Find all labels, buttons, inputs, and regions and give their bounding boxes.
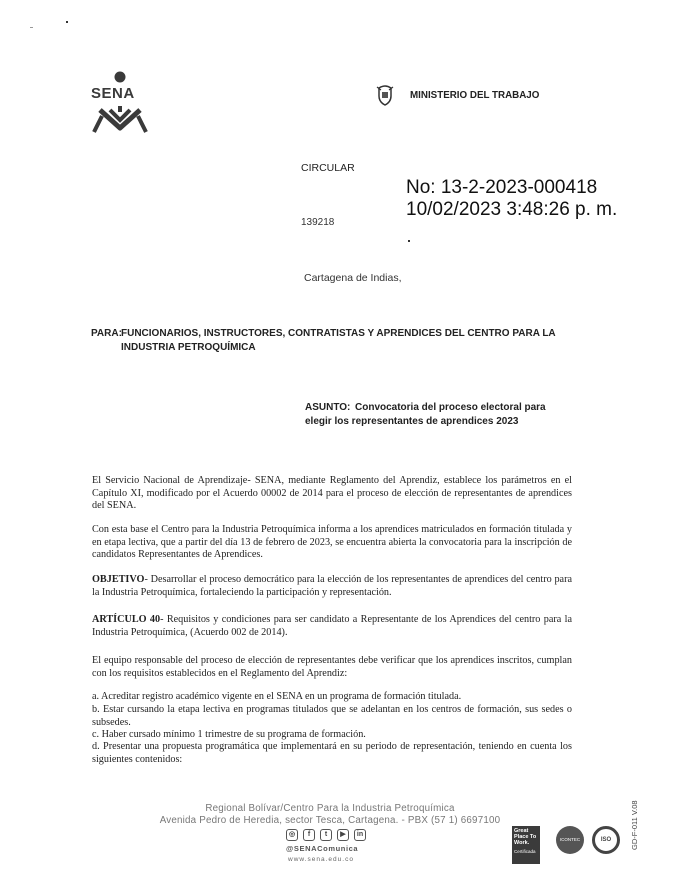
asunto-line-2: elegir los representantes de aprendices 2023 bbox=[305, 416, 519, 427]
doc-place: Cartagena de Indias, bbox=[304, 272, 402, 284]
iso-badge bbox=[592, 826, 620, 854]
instagram-icon[interactable]: ◎ bbox=[286, 829, 298, 841]
doc-code: 139218 bbox=[301, 217, 335, 228]
youtube-icon[interactable]: ▶ bbox=[337, 829, 349, 841]
linkedin-icon[interactable]: in bbox=[354, 829, 366, 841]
icontec-badge bbox=[556, 826, 584, 854]
footer-address-line-1: Regional Bolívar/Centro Para la Industria Petroquímica bbox=[205, 803, 455, 814]
form-code-text: GD-F-011 V.08 bbox=[630, 800, 639, 850]
list-item: a. Acreditar registro académico vigente en el SENA en un programa de formación titulada. bbox=[92, 691, 462, 702]
para-line-2: INDUSTRIA PETROQUÍMICA bbox=[121, 342, 256, 353]
objetivo-label: OBJETIVO bbox=[92, 574, 145, 585]
social-icons bbox=[286, 829, 366, 841]
gptw-text: Great Place To Work. bbox=[514, 828, 537, 846]
para-label: PARA: bbox=[91, 328, 122, 339]
articulo-label: ARTÍCULO 40 bbox=[92, 614, 161, 625]
gptw-sub: Certificada bbox=[514, 849, 536, 854]
list-item: d. Presentar una propuesta programática que implementará en su periodo de representación, teniendo en cuenta los siguientes contenidos: bbox=[92, 741, 572, 765]
iso-text: ISO bbox=[600, 837, 612, 843]
sena-logo bbox=[88, 70, 152, 134]
social-handle: @SENAComunica bbox=[286, 844, 359, 853]
list-item: c. Haber cursado mínimo 1 trimestre de su programa de formación. bbox=[92, 729, 366, 740]
scan-speck bbox=[408, 240, 410, 242]
paragraph-2: Con esta base el Centro para la Industria Petroquímica informa a los aprendices matriculados en formación titulada y en etapa lectiva, que a partir del día 13 de febrero de 2023, se encuentra abierta la convocatoria para la inscripción de candidatos Representantes de Aprendices. bbox=[92, 524, 572, 561]
facebook-icon[interactable]: f bbox=[303, 829, 315, 841]
list-item: b. Estar cursando la etapa lectiva en programas titulados que se adelantan en los centros de formación, sus sedes o subsedes. bbox=[92, 704, 572, 728]
paragraph-1: El Servicio Nacional de Aprendizaje- SENA, mediante Reglamento del Aprendiz, establece los parámetros en el Capítulo XI, modificado por el Acuerdo 00002 de 2014 para el proceso de elección de representantes de aprendices del SENA. bbox=[92, 475, 572, 512]
scan-speck bbox=[66, 21, 68, 23]
asunto-line-1: Convocatoria del proceso electoral para bbox=[355, 402, 546, 413]
ministry-name: MINISTERIO DEL TRABAJO bbox=[410, 90, 540, 101]
sena-logo-icon bbox=[88, 70, 152, 134]
twitter-icon[interactable]: t bbox=[320, 829, 332, 841]
icontec-text: ICONTEC bbox=[559, 837, 581, 842]
paragraph-5: El equipo responsable del proceso de elección de representantes debe verificar que los aprendices inscritos, cumplan con los requisitos establecidos en el Reglamento del Aprendiz: bbox=[92, 655, 572, 679]
great-place-to-work-badge bbox=[512, 826, 540, 864]
website: www.sena.edu.co bbox=[288, 856, 354, 863]
articulo-text: - Requisitos y condiciones para ser candidato a Representante de los Aprendices del centro para la Industria Petroquímica, (Acuerdo 002 de 2014). bbox=[92, 614, 572, 638]
doc-type: CIRCULAR bbox=[301, 162, 355, 174]
asunto-label: ASUNTO: bbox=[305, 402, 351, 413]
ministry-shield-icon bbox=[375, 84, 395, 106]
para-line-1: FUNCIONARIOS, INSTRUCTORES, CONTRATISTAS Y APRENDICES DEL CENTRO PARA LA bbox=[121, 328, 556, 339]
scan-speck bbox=[30, 27, 33, 28]
objetivo-text: - Desarrollar el proceso democrático para la elección de los representantes de aprendices del centro para la Industria Petroquímica, fortaleciendo la participación y representación. bbox=[92, 574, 572, 598]
doc-number: No: 13-2-2023-000418 bbox=[406, 177, 598, 198]
footer-address-line-2: Avenida Pedro de Heredia, sector Tesca, Cartagena. - PBX (57 1) 6697100 bbox=[159, 815, 501, 826]
paragraph-objetivo bbox=[92, 574, 572, 599]
sena-logo-text: SENA bbox=[91, 85, 135, 102]
form-code bbox=[630, 800, 639, 850]
doc-datetime: 10/02/2023 3:48:26 p. m. bbox=[406, 199, 618, 220]
paragraph-articulo bbox=[92, 614, 572, 639]
